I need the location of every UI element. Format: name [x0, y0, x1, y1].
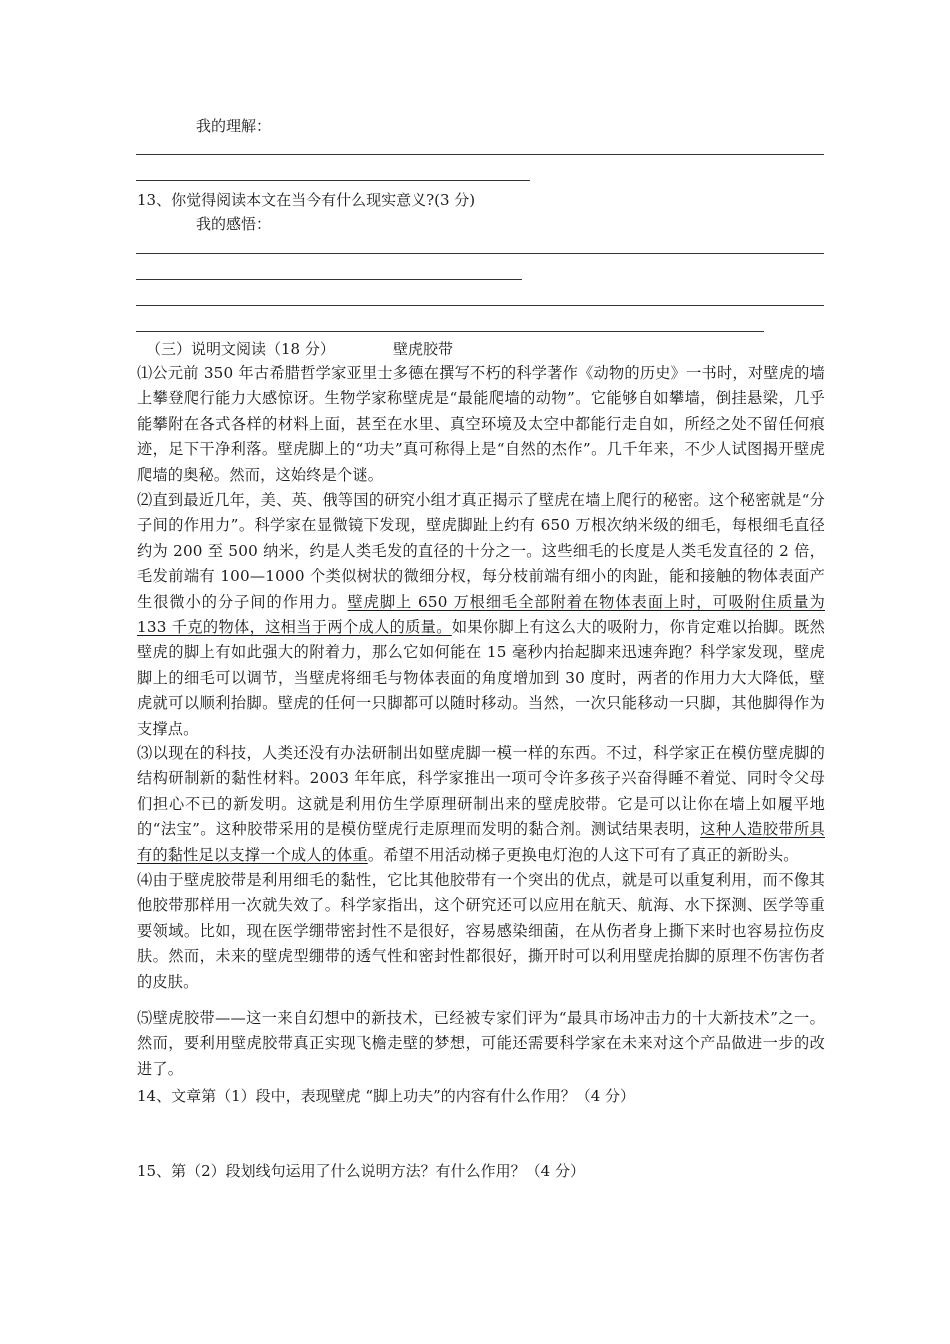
answer-prefix-understanding: 我的理解：: [196, 117, 272, 135]
article-title: 壁虎胶带: [393, 340, 454, 358]
question-15: 15、第（2）段划线句运用了什么说明方法？有什么作用？（4 分）: [137, 1162, 585, 1180]
paragraph-5: ⑸壁虎胶带——这一来自幻想中的新技术，已经被专家们评为“最具市场冲击力的十大新技术”之一。然而，要利用壁虎胶带真正实现飞檐走壁的梦想，可能还需要科学家在未来对这个产品做进一步的改进了。: [137, 1009, 825, 1078]
answer-prefix-feeling: 我的感悟：: [196, 215, 272, 233]
answer-line: [136, 305, 824, 306]
answer-line: [136, 331, 764, 332]
answer-line: [136, 253, 824, 254]
paragraph-3-text-b: 。希望不用活动梯子更换电灯泡的人这下可有了真正的新盼头。: [367, 845, 799, 864]
paragraph-2-text-b: 如果你脚上有这么大的吸附力，你肯定难以抬脚。既然壁虎的脚上有如此强大的附着力，那么它如何能在 15 毫秒内抬起脚来迅速奔跑？科学家发现，壁虎脚上的细毛可以调节，当壁虎将细毛与物体表面的角度增加到 30 度时，两者的作用力大大降低，壁虎就可以顺利抬脚。壁虎的任何一只脚都可以随时移动。当然，一次只能移动一只脚，其他脚得作为支撑点。: [137, 618, 825, 738]
answer-line: [136, 154, 824, 155]
paragraph-3: [137, 741, 825, 869]
question-13: 13、你觉得阅读本文在当今有什么现实意义?(3 分): [137, 191, 476, 209]
paragraph-4: ⑷由于壁虎胶带是利用细毛的黏性，它比其他胶带有一个突出的优点，就是可以重复利用，而不像其他胶带那样用一次就失效了。科学家指出，这个研究还可以应用在航天、航海、水下探测、医学等重要领域。比如，现在医学绷带密封性不是很好，容易感染细菌，在从伤者身上撕下来时也容易拉伤皮肤。然而，未来的壁虎型绷带的透气性和密封性都很好，撕开时可以利用壁虎抬脚的原理不伤害伤者的皮肤。: [137, 871, 825, 991]
answer-line: [136, 180, 530, 181]
section-heading: （三）说明文阅读（18 分）: [146, 340, 335, 358]
paragraph-3-text-a: ⑶以现在的科技，人类还没有办法研制出如壁虎脚一模一样的东西。不过，科学家正在模仿壁虎脚的结构研制新的黏性材料。2003 年年底，科学家推出一项可令许多孩子兴奋得睡不着觉、同时令父母们担心不已的新发明。这就是利用仿生学原理研制出来的壁虎胶带。它是可以让你在墙上如履平地的“法宝”。这种胶带采用的是模仿壁虎行走原理而发明的黏合剂。测试结果表明，: [137, 744, 825, 839]
underlined-sentence: 这种人造胶带所具有的黏性足以支撑一个成人的体重: [137, 820, 825, 864]
paragraph-1: ⑴公元前 350 年古希腊哲学家亚里士多德在撰写不朽的科学著作《动物的历史》一书时，对壁虎的墙上攀登爬行能力大感惊讶。生物学家称壁虎是“最能爬墙的动物”。它能够自如攀墙，倒挂悬梁，几乎能攀附在各式各样的材料上面，甚至在水里、真空环境及太空中都能行走自如，所经之处不留任何痕迹，足下干净利落。壁虎脚上的“功夫”真可称得上是“自然的杰作”。几千年来，不少人试图揭开壁虎爬墙的奥秘。然而，这始终是个谜。: [137, 364, 825, 484]
paragraph-2: [137, 488, 825, 742]
underlined-sentence: 壁虎脚上 650 万根细毛全部附着在物体表面上时，可吸附住质量为 133 千克的物体，这相当于两个成人的质量。: [137, 592, 825, 637]
paragraph-2-text-a: ⑵直到最近几年，美、英、俄等国的研究小组才真正揭示了壁虎在墙上爬行的秘密。这个秘密就是“分子间的作用力”。科学家在显微镜下发现，壁虎脚趾上约有 650 万根次纳米级的细毛，每根细毛直径约为 200 至 500 纳米，约是人类毛发的直径的十分之一。这些细毛的长度是人类毛发直径的 2 倍，毛发前端有 100—1000 个类似树状的微细分杈，每分枝前端有细小的肉趾，能和接触的物体表面产生很微小的分子间的作用力。: [137, 491, 825, 611]
answer-line: [136, 279, 522, 280]
question-14: 14、文章第（1）段中，表现壁虎 “脚上功夫”的内容有什么作用？（4 分）: [137, 1087, 636, 1105]
